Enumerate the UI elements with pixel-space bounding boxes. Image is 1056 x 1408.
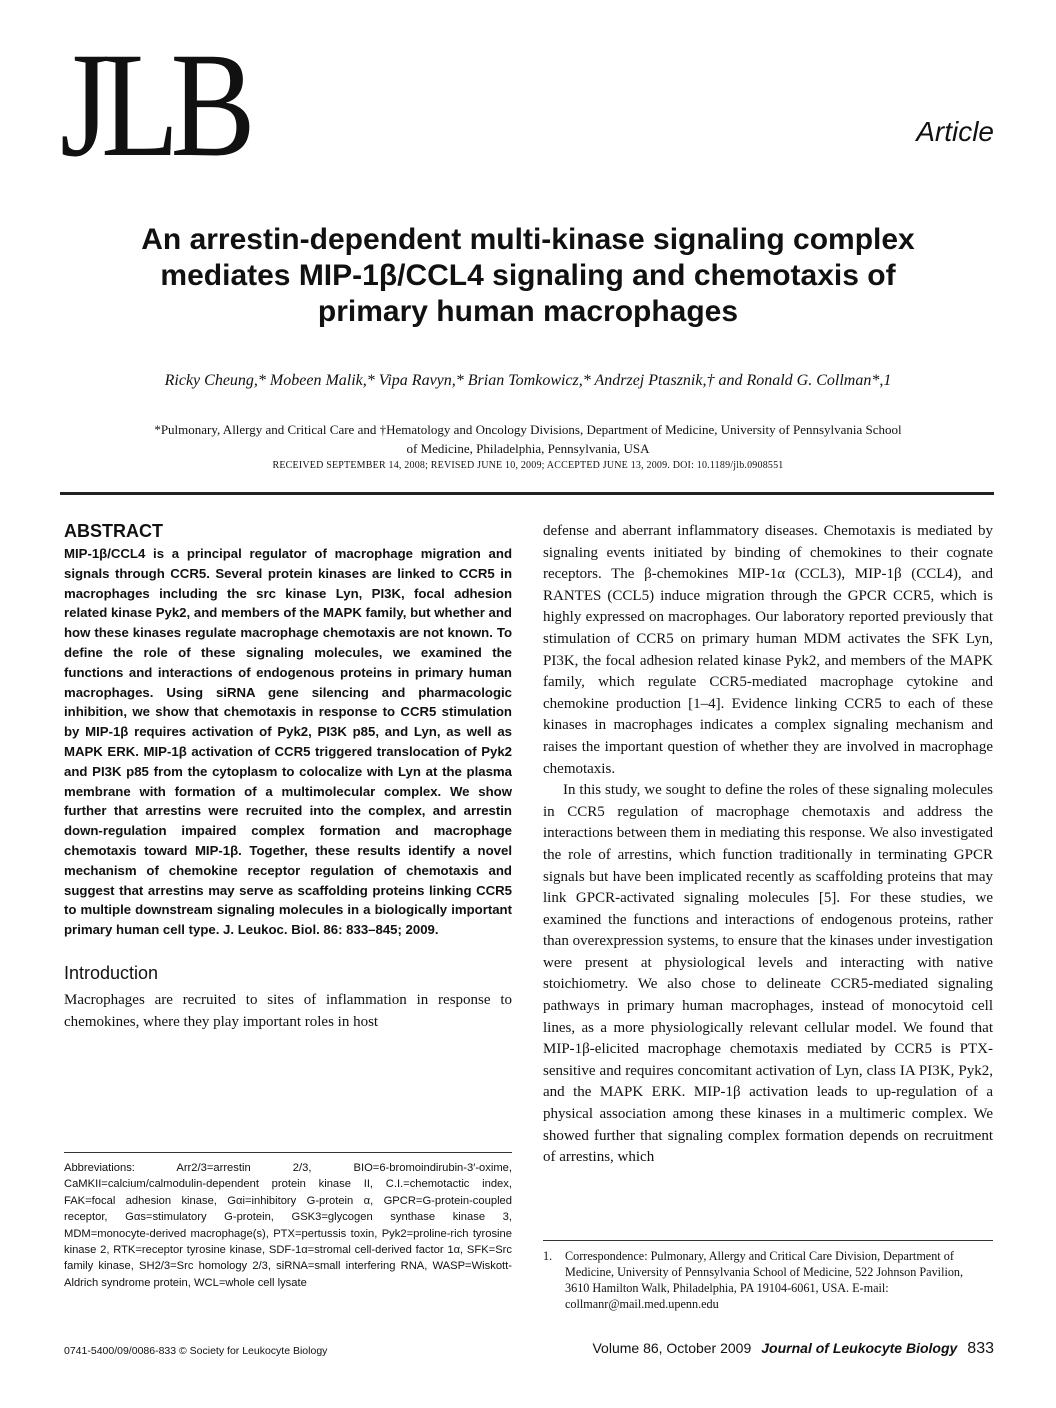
received-dates: RECEIVED SEPTEMBER 14, 2008; REVISED JUNE 10, 2009; ACCEPTED JUNE 13, 2009. DOI: 10.1189/jlb.0908551 xyxy=(272,460,784,471)
affiliation: *Pulmonary, Allergy and Critical Care and †Hematology and Oncology Divisions, Department of Medicine, University of Pennsylvania School of Medicine, Philadelphia, Pennsylvania, USA xyxy=(154,422,902,456)
abstract-text: MIP-1β/CCL4 is a principal regulator of macrophage migration and signals through CCR5. Several protein kinases are linked to CCR5 in macrophages including the src kinase Lyn, PI3K, focal adhesion related kinase Pyk2, and members of the MAPK family, but whether and how these kinases regulate macrophage chemotaxis are not known. To define the role of these signaling molecules, we examined the functions and interactions of endogenous proteins in primary human macrophages. Using siRNA gene silencing and pharmacologic inhibition, we show that chemotaxis in response to CCR5 stimulation by MIP-1β requires activation of Pyk2, PI3K p85, and Lyn, as well as MAPK ERK. MIP-1β activation of CCR5 triggered translocation of Pyk2 and PI3K p85 from the cytoplasm to colocalize with Lyn at the plasma membrane with formation of a multimolecular complex. We show further that arrestins were recruited into the complex, and arrestin down-regulation impaired complex formation and macrophage chemotaxis toward MIP-1β. Together, these results identify a novel mechanism of chemokine receptor regulation of chemotaxis and suggest that arrestins may serve as scaffolding proteins linking CCR5 to multiple downstream signaling molecules in a biologically important primary human cell type. J. Leukoc. Biol. 86: 833–845; 2009. xyxy=(64,546,512,938)
footnote-divider xyxy=(64,1152,512,1153)
correspondence-divider xyxy=(543,1240,993,1241)
page-number: 833 xyxy=(967,1340,994,1357)
header-divider xyxy=(60,492,994,495)
copyright-line: 0741-5400/09/0086-833 © Society for Leukocyte Biology xyxy=(64,1345,328,1357)
intro-paragraph-start: Macrophages are recruited to sites of inflammation in response to chemokines, where they play important roles in host xyxy=(64,991,512,1030)
abstract-heading: ABSTRACT xyxy=(64,521,163,541)
left-column xyxy=(64,520,512,1033)
volume-info: Volume 86, October 2009 xyxy=(592,1340,752,1356)
section-label: Article xyxy=(916,116,994,147)
correspondence-text: Correspondence: Pulmonary, Allergy and Critical Care Division, Department of Medicine, University of Pennsylvania School of Medicine, 522 Johnson Pavilion, 3610 Hamilton Walk, Philadelphia, PA 19104-6061, USA. E-mail: collmanr@mail.med.upenn.edu xyxy=(565,1249,964,1311)
abbreviations-footnote: Abbreviations: Arr2/3=arrestin 2/3, BIO=6-bromoindirubin-3′-oxime, CaMKII=calcium/calmodulin-dependent protein kinase II, C.I.=chemotactic index, FAK=focal adhesion kinase, Gαi=inhibitory G-protein α, GPCR=G-protein-coupled receptor, Gαs=stimulatory G-protein, GSK3=glycogen synthase kinase 3, MDM=monocyte-derived macrophage(s), PTX=pertussis toxin, Pyk2=proline-rich tyrosine kinase 2, RTK=receptor tyrosine kinase, SDF-1α=stromal cell-derived factor 1α, SFK=Src family kinase, SH2/3=Src homology 2/3, siRNA=small interfering RNA, WASP=Wiskott-Aldrich syndrome protein, WCL=whole cell lysate xyxy=(64,1162,512,1289)
intro-paragraph-2: In this study, we sought to define the roles of these signaling molecules in CCR5 regulation of macrophage chemotaxis and address the interactions between them in mediating this response. We also investigated the role of arrestins, which function traditionally in terminating GPCR signals but have been implicated recently as scaffolding proteins that may link GPCR-activated signaling molecules [5]. For these studies, we examined the functions and interactions of endogenous proteins, rather than overexpression systems, to ensure that the kinases under investigation were present at physiological levels and interacting with native stoichiometry. We also chose to delineate CCR5-mediated signaling pathways in primary human macrophages, instead of monocytoid cell lines, as a more physiologically relevant cellular model. We found that MIP-1β-elicited macrophage chemotaxis mediated by CCR5 is PTX-sensitive and requires concomitant activation of Lyn, class IA PI3K, Pyk2, and the MAPK ERK. MIP-1β activation leads to up-regulation of a physical association among these kinases in a multimeric complex. We showed further that signaling complex formation depends on recruitment of arrestins, which xyxy=(543,782,993,1166)
correspondence-footnote xyxy=(543,1248,993,1312)
intro-paragraph-continued: defense and aberrant inflammatory diseases. Chemotaxis is mediated by signaling events initiated by binding of chemokines to their cognate receptors. The β-chemokines MIP-1α (CCL3), MIP-1β (CCL4), and RANTES (CCL5) induce migration through the GPCR CCR5, which is highly expressed on macrophages. Our laboratory reported previously that stimulation of CCR5 on primary human MDM activates the SFK Lyn, PI3K, the focal adhesion related kinase Pyk2, and members of the MAPK family, which regulate CCR5-mediated macrophage cytokine and chemokine production [1–4]. Evidence linking CCR5 to each of these kinases in macrophages indicates a complex signaling mechanism and raises the important question of whether they are involved in macrophage chemotaxis. xyxy=(543,523,993,777)
footnote-number: 1. xyxy=(543,1249,553,1263)
author-list: Ricky Cheung,* Mobeen Malik,* Vipa Ravyn,* Brian Tomkowicz,* Andrzej Ptasznik,† and Ronald G. Collman*,1 xyxy=(164,372,892,389)
page-footer xyxy=(592,1340,994,1358)
journal-logo: JLB xyxy=(60,22,248,188)
introduction-heading: Introduction xyxy=(64,962,159,983)
right-column xyxy=(543,521,993,1169)
article-title: An arrestin-dependent multi-kinase signaling complex mediates MIP-1β/CCL4 signaling and chemotaxis of primary human macrophages xyxy=(141,223,915,328)
journal-name: Journal of Leukocyte Biology xyxy=(761,1340,958,1356)
